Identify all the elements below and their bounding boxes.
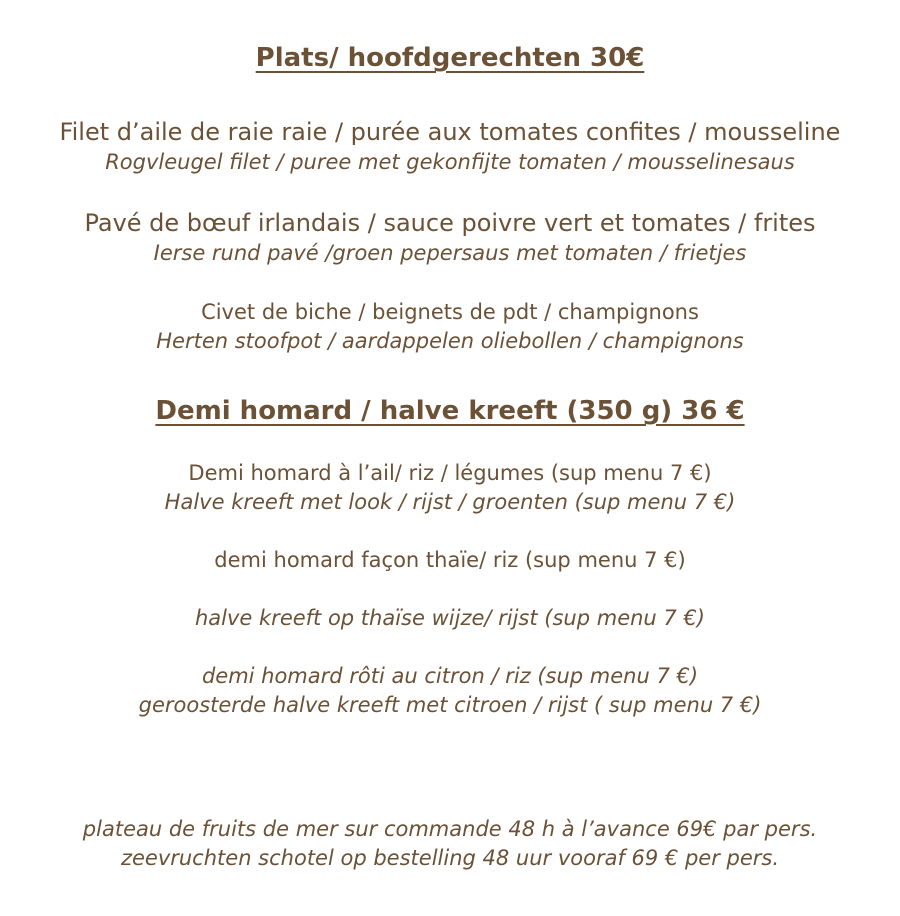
dish-lobster-lemon-fr: demi homard rôti au citron / riz (sup menu 7 €) (201, 664, 699, 688)
dish-lobster-garlic-fr: Demi homard à l’ail/ riz / légumes (sup menu 7 €) (188, 461, 712, 485)
seafood-platter-fr: plateau de fruits de mer sur commande 48 h à l’avance 69€ par pers. (82, 817, 818, 841)
dish-lobster-lemon-nl: geroosterde halve kreeft met citroen / rijst ( sup menu 7 €) (138, 693, 762, 717)
section-heading-main-courses: Plats/ hoofdgerechten 30€ (255, 43, 645, 73)
dish-lobster-garlic-nl: Halve kreeft met look / rijst / groenten (sup menu 7 €) (164, 490, 736, 514)
dish-skate-fr: Filet d’aile de raie raie / purée aux tomates confites / mousseline (59, 118, 841, 146)
dish-venison-fr: Civet de biche / beignets de pdt / champignons (201, 300, 699, 324)
dish-beef-fr: Pavé de bœuf irlandais / sauce poivre vert et tomates / frites (84, 209, 816, 237)
seafood-platter-nl: zeevruchten schotel op bestelling 48 uur vooraf 69 € per pers. (120, 846, 780, 870)
dish-beef-nl: Ierse rund pavé /groen pepersaus met tomaten / frietjes (153, 241, 747, 265)
section-heading-lobster: Demi homard / halve kreeft (350 g) 36 € (155, 396, 745, 426)
dish-venison-nl: Herten stoofpot / aardappelen oliebollen / champignons (156, 329, 744, 353)
dish-skate-nl: Rogvleugel filet / puree met gekonfijte tomaten / mousselinesaus (105, 150, 795, 174)
dish-lobster-thai-fr: demi homard façon thaïe/ riz (sup menu 7 €) (214, 548, 686, 572)
dish-lobster-thai-nl: halve kreeft op thaïse wijze/ rijst (sup menu 7 €) (194, 606, 705, 630)
